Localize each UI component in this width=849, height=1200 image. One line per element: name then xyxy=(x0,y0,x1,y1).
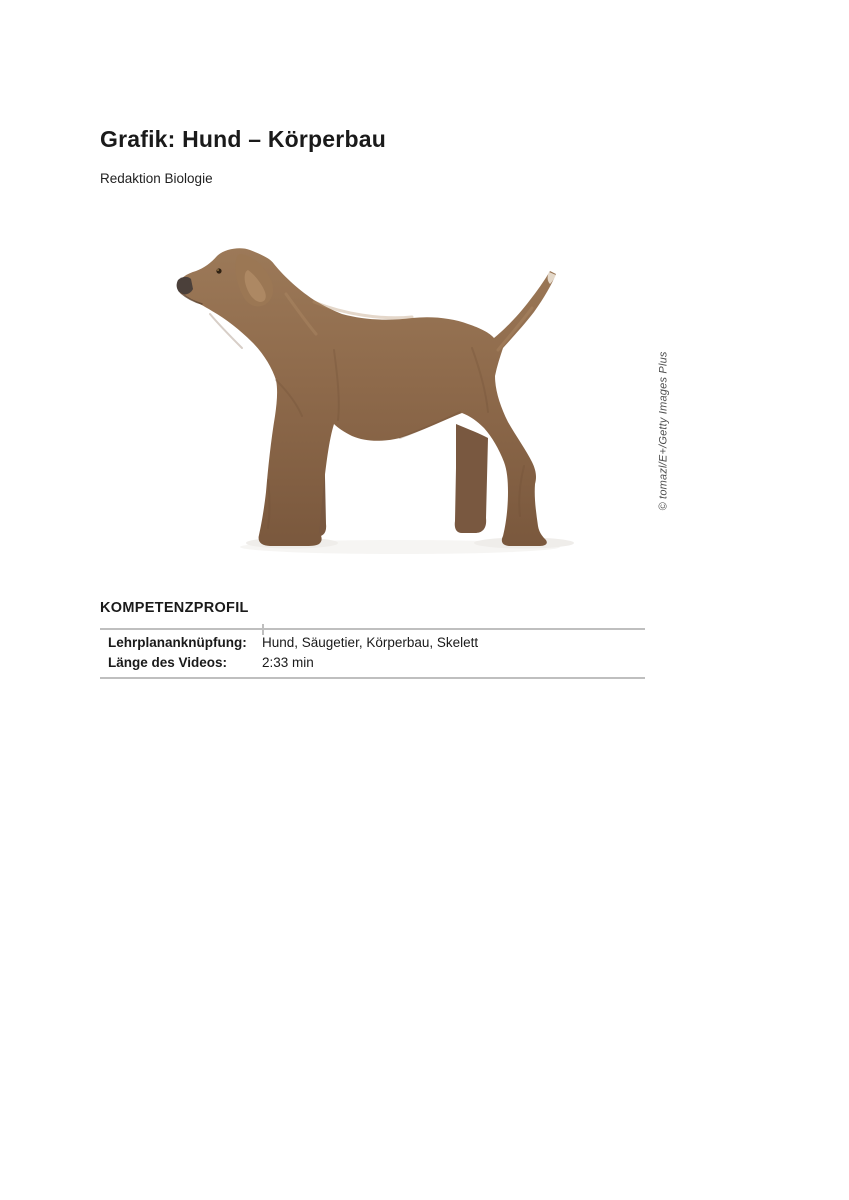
dog-illustration xyxy=(100,230,660,560)
eye-glint xyxy=(217,269,219,271)
far-rear-leg xyxy=(455,424,488,533)
dog-nose xyxy=(177,277,193,295)
image-credit: © tomazl/E+/Getty Images Plus xyxy=(657,351,670,511)
dog-eye xyxy=(216,268,221,273)
competence-profile-table xyxy=(100,628,645,679)
row-label-video-length: Länge des Videos: xyxy=(108,655,228,670)
table-row xyxy=(100,633,645,653)
competence-profile-heading: KOMPETENZPROFIL xyxy=(100,600,249,616)
row-label-curriculum: Lehrplananknüpfung: xyxy=(108,635,247,650)
page-subtitle: Redaktion Biologie xyxy=(100,171,213,186)
dog-photo xyxy=(100,230,660,560)
dog-body xyxy=(178,248,556,546)
row-value-video-length: 2:33 min xyxy=(262,655,314,670)
column-divider-tick xyxy=(262,624,264,635)
table-row xyxy=(100,653,645,673)
row-value-curriculum: Hund, Säugetier, Körperbau, Skelett xyxy=(262,635,479,650)
page-title: Grafik: Hund – Körperbau xyxy=(100,126,386,152)
